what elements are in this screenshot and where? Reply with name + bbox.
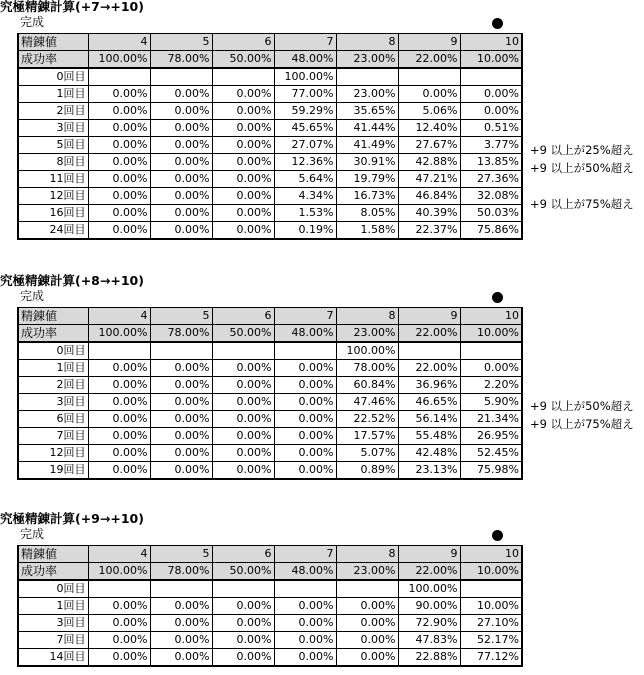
- success-rate-cell: 23.00%: [336, 563, 398, 581]
- probability-cell: 32.08%: [460, 188, 522, 205]
- probability-cell: 0.00%: [274, 462, 336, 480]
- probability-cell: 55.48%: [398, 428, 460, 445]
- probability-cell: [88, 580, 150, 598]
- probability-cell: 21.34%: [460, 411, 522, 428]
- probability-cell: 19.79%: [336, 171, 398, 188]
- probability-cell: 0.19%: [274, 222, 336, 240]
- success-rate-row: [18, 51, 522, 69]
- probability-cell: 27.36%: [460, 171, 522, 188]
- attempt-label: 11回目: [18, 171, 88, 188]
- probability-cell: 0.00%: [212, 171, 274, 188]
- probability-cell: 0.00%: [212, 360, 274, 377]
- attempt-label: 3回目: [18, 394, 88, 411]
- probability-cell: 0.00%: [88, 445, 150, 462]
- attempt-label: 1回目: [18, 598, 88, 615]
- refine-level-cell: 6: [212, 546, 274, 563]
- probability-cell: 0.00%: [150, 205, 212, 222]
- probability-cell: 22.00%: [398, 360, 460, 377]
- probability-cell: 0.00%: [88, 137, 150, 154]
- probability-cell: 0.00%: [88, 205, 150, 222]
- probability-cell: 0.00%: [336, 615, 398, 632]
- success-rate-cell: 78.00%: [150, 51, 212, 69]
- probability-cell: 0.00%: [460, 360, 522, 377]
- probability-cell: 47.46%: [336, 394, 398, 411]
- complete-marker-dot-icon: [492, 292, 503, 303]
- probability-cell: 0.00%: [460, 103, 522, 120]
- table-row: [18, 120, 522, 137]
- success-rate-cell: 50.00%: [212, 563, 274, 581]
- refine-level-row: [18, 546, 522, 563]
- probability-cell: 0.00%: [212, 615, 274, 632]
- probability-cell: 27.10%: [460, 615, 522, 632]
- probability-cell: 0.00%: [88, 171, 150, 188]
- probability-cell: 0.00%: [150, 222, 212, 240]
- probability-cell: 0.00%: [150, 394, 212, 411]
- probability-cell: [460, 342, 522, 360]
- attempt-label: 2回目: [18, 377, 88, 394]
- probability-cell: 0.00%: [212, 103, 274, 120]
- probability-cell: [212, 68, 274, 86]
- success-rate-cell: 100.00%: [88, 563, 150, 581]
- probability-cell: 78.00%: [336, 360, 398, 377]
- probability-cell: 5.07%: [336, 445, 398, 462]
- complete-marker-dot-icon: [492, 530, 503, 541]
- probability-cell: 0.00%: [150, 188, 212, 205]
- attempt-label: 7回目: [18, 632, 88, 649]
- probability-cell: 0.00%: [398, 86, 460, 103]
- refine-level-cell: 9: [398, 546, 460, 563]
- refine-level-cell: 10: [460, 546, 522, 563]
- probability-cell: [88, 68, 150, 86]
- table-row: [18, 342, 522, 360]
- table-row: [18, 411, 522, 428]
- probability-cell: 42.88%: [398, 154, 460, 171]
- probability-cell: 0.00%: [212, 205, 274, 222]
- probability-cell: 100.00%: [398, 580, 460, 598]
- table-row: [18, 598, 522, 615]
- probability-cell: 0.00%: [150, 360, 212, 377]
- probability-cell: 2.20%: [460, 377, 522, 394]
- probability-cell: 0.00%: [88, 377, 150, 394]
- probability-cell: 45.65%: [274, 120, 336, 137]
- success-rate-cell: 78.00%: [150, 325, 212, 343]
- probability-cell: 0.00%: [88, 154, 150, 171]
- attempt-label: 0回目: [18, 342, 88, 360]
- refine-level-label: 精錬値: [18, 546, 88, 563]
- success-rate-label: 成功率: [18, 563, 88, 581]
- probability-cell: 0.00%: [150, 649, 212, 667]
- refine-level-cell: 8: [336, 34, 398, 51]
- probability-cell: 50.03%: [460, 205, 522, 222]
- probability-cell: 0.00%: [212, 462, 274, 480]
- probability-cell: 36.96%: [398, 377, 460, 394]
- threshold-note: +9 以上が50%超え: [530, 399, 634, 413]
- probability-cell: 5.64%: [274, 171, 336, 188]
- probability-cell: 0.00%: [274, 445, 336, 462]
- probability-cell: 22.88%: [398, 649, 460, 667]
- success-rate-label: 成功率: [18, 325, 88, 343]
- refine-level-cell: 6: [212, 34, 274, 51]
- success-rate-cell: 23.00%: [336, 325, 398, 343]
- probability-cell: 10.00%: [460, 598, 522, 615]
- success-rate-cell: 100.00%: [88, 325, 150, 343]
- probability-cell: 77.00%: [274, 86, 336, 103]
- refine-level-cell: 9: [398, 34, 460, 51]
- attempt-label: 5回目: [18, 137, 88, 154]
- table-row: [18, 580, 522, 598]
- probability-cell: 47.21%: [398, 171, 460, 188]
- attempt-label: 16回目: [18, 205, 88, 222]
- probability-cell: 23.13%: [398, 462, 460, 480]
- probability-cell: 0.00%: [212, 120, 274, 137]
- refine-level-cell: 5: [150, 308, 212, 325]
- success-rate-row: [18, 563, 522, 581]
- success-rate-row: [18, 325, 522, 343]
- probability-cell: 47.83%: [398, 632, 460, 649]
- success-rate-cell: 48.00%: [274, 563, 336, 581]
- threshold-note: +9 以上が75%超え: [530, 417, 634, 431]
- probability-cell: 75.86%: [460, 222, 522, 240]
- probability-cell: 0.00%: [212, 649, 274, 667]
- success-rate-cell: 50.00%: [212, 325, 274, 343]
- probability-cell: 0.00%: [150, 598, 212, 615]
- probability-cell: 27.67%: [398, 137, 460, 154]
- success-rate-cell: 10.00%: [460, 563, 522, 581]
- probability-cell: [460, 68, 522, 86]
- probability-cell: 0.00%: [150, 171, 212, 188]
- complete-marker-dot-icon: [492, 18, 503, 29]
- refine-level-cell: 7: [274, 34, 336, 51]
- refine-level-row: [18, 34, 522, 51]
- probability-cell: 40.39%: [398, 205, 460, 222]
- probability-cell: 77.12%: [460, 649, 522, 667]
- probability-cell: 0.00%: [150, 428, 212, 445]
- probability-cell: 5.90%: [460, 394, 522, 411]
- probability-cell: 59.29%: [274, 103, 336, 120]
- probability-cell: 56.14%: [398, 411, 460, 428]
- success-rate-cell: 48.00%: [274, 51, 336, 69]
- probability-cell: 0.00%: [150, 137, 212, 154]
- probability-cell: 0.00%: [88, 222, 150, 240]
- probability-cell: 100.00%: [336, 342, 398, 360]
- section-title: 究極精錬計算(+9→+10): [0, 511, 144, 526]
- success-rate-cell: 100.00%: [88, 51, 150, 69]
- probability-cell: [150, 580, 212, 598]
- refine-level-cell: 8: [336, 308, 398, 325]
- table-row: [18, 462, 522, 480]
- refine-level-cell: 4: [88, 34, 150, 51]
- refine-level-cell: 9: [398, 308, 460, 325]
- probability-cell: [336, 580, 398, 598]
- probability-cell: 0.00%: [88, 103, 150, 120]
- probability-cell: 0.00%: [212, 411, 274, 428]
- probability-cell: 1.53%: [274, 205, 336, 222]
- table-row: [18, 632, 522, 649]
- probability-cell: 42.48%: [398, 445, 460, 462]
- probability-cell: [212, 342, 274, 360]
- refine-table: [17, 307, 523, 480]
- success-rate-cell: 10.00%: [460, 51, 522, 69]
- probability-cell: [88, 342, 150, 360]
- probability-cell: [274, 342, 336, 360]
- probability-cell: 13.85%: [460, 154, 522, 171]
- probability-cell: [398, 342, 460, 360]
- probability-cell: 17.57%: [336, 428, 398, 445]
- probability-cell: 0.00%: [336, 632, 398, 649]
- refine-level-cell: 10: [460, 308, 522, 325]
- probability-cell: 41.49%: [336, 137, 398, 154]
- success-rate-cell: 50.00%: [212, 51, 274, 69]
- probability-cell: 0.00%: [150, 632, 212, 649]
- probability-cell: 0.00%: [88, 120, 150, 137]
- probability-cell: 0.00%: [212, 188, 274, 205]
- table-row: [18, 171, 522, 188]
- attempt-label: 14回目: [18, 649, 88, 667]
- probability-cell: 0.00%: [88, 428, 150, 445]
- probability-cell: 46.84%: [398, 188, 460, 205]
- probability-cell: 0.00%: [212, 377, 274, 394]
- attempt-label: 7回目: [18, 428, 88, 445]
- probability-cell: 0.00%: [212, 445, 274, 462]
- success-rate-cell: 22.00%: [398, 51, 460, 69]
- probability-cell: [336, 68, 398, 86]
- probability-cell: 23.00%: [336, 86, 398, 103]
- complete-label: 完成: [20, 527, 45, 541]
- refine-level-cell: 5: [150, 546, 212, 563]
- probability-cell: 0.00%: [150, 462, 212, 480]
- probability-cell: 60.84%: [336, 377, 398, 394]
- table-row: [18, 137, 522, 154]
- probability-cell: 0.00%: [274, 649, 336, 667]
- refine-table: [17, 545, 523, 667]
- probability-cell: 30.91%: [336, 154, 398, 171]
- refine-level-cell: 5: [150, 34, 212, 51]
- probability-cell: 0.00%: [212, 428, 274, 445]
- attempt-label: 3回目: [18, 120, 88, 137]
- probability-cell: 22.52%: [336, 411, 398, 428]
- refine-level-label: 精錬値: [18, 34, 88, 51]
- table-row: [18, 445, 522, 462]
- probability-cell: 0.89%: [336, 462, 398, 480]
- probability-cell: 0.00%: [150, 120, 212, 137]
- probability-cell: 90.00%: [398, 598, 460, 615]
- refine-level-cell: 4: [88, 546, 150, 563]
- probability-cell: 0.00%: [150, 154, 212, 171]
- probability-cell: 5.06%: [398, 103, 460, 120]
- refine-level-cell: 4: [88, 308, 150, 325]
- table-row: [18, 222, 522, 240]
- threshold-note: +9 以上が75%超え: [530, 197, 634, 211]
- attempt-label: 0回目: [18, 68, 88, 86]
- section-title: 究極精錬計算(+8→+10): [0, 273, 144, 288]
- attempt-label: 1回目: [18, 86, 88, 103]
- attempt-label: 2回目: [18, 103, 88, 120]
- probability-cell: 0.00%: [150, 445, 212, 462]
- attempt-label: 8回目: [18, 154, 88, 171]
- success-rate-cell: 10.00%: [460, 325, 522, 343]
- table-row: [18, 205, 522, 222]
- refine-level-cell: 6: [212, 308, 274, 325]
- table-row: [18, 68, 522, 86]
- probability-cell: 0.00%: [274, 377, 336, 394]
- probability-cell: 0.00%: [88, 394, 150, 411]
- probability-cell: 0.00%: [212, 222, 274, 240]
- probability-cell: [212, 580, 274, 598]
- table-row: [18, 154, 522, 171]
- attempt-label: 6回目: [18, 411, 88, 428]
- table-row: [18, 615, 522, 632]
- probability-cell: 46.65%: [398, 394, 460, 411]
- table-row: [18, 188, 522, 205]
- probability-cell: 0.00%: [212, 632, 274, 649]
- probability-cell: 0.00%: [88, 462, 150, 480]
- probability-cell: 0.00%: [274, 632, 336, 649]
- success-rate-cell: 23.00%: [336, 51, 398, 69]
- probability-cell: 0.00%: [88, 649, 150, 667]
- probability-cell: 0.00%: [150, 411, 212, 428]
- probability-cell: 41.44%: [336, 120, 398, 137]
- complete-label: 完成: [20, 289, 45, 303]
- probability-cell: 0.00%: [274, 411, 336, 428]
- refine-level-cell: 7: [274, 546, 336, 563]
- attempt-label: 24回目: [18, 222, 88, 240]
- table-row: [18, 394, 522, 411]
- probability-cell: 0.00%: [88, 188, 150, 205]
- threshold-note: +9 以上が50%超え: [530, 161, 634, 175]
- table-row: [18, 649, 522, 667]
- success-rate-cell: 78.00%: [150, 563, 212, 581]
- probability-cell: 0.00%: [88, 86, 150, 103]
- probability-cell: 12.36%: [274, 154, 336, 171]
- attempt-label: 3回目: [18, 615, 88, 632]
- probability-cell: [398, 68, 460, 86]
- probability-cell: 0.00%: [88, 632, 150, 649]
- probability-cell: 0.00%: [212, 394, 274, 411]
- success-rate-cell: 48.00%: [274, 325, 336, 343]
- probability-cell: 26.95%: [460, 428, 522, 445]
- probability-cell: 0.00%: [274, 394, 336, 411]
- attempt-label: 19回目: [18, 462, 88, 480]
- probability-cell: 4.34%: [274, 188, 336, 205]
- complete-label: 完成: [20, 15, 45, 29]
- threshold-note: +9 以上が25%超え: [530, 143, 634, 157]
- probability-cell: 0.00%: [336, 649, 398, 667]
- probability-cell: 0.00%: [150, 615, 212, 632]
- attempt-label: 0回目: [18, 580, 88, 598]
- probability-cell: 100.00%: [274, 68, 336, 86]
- probability-cell: 3.77%: [460, 137, 522, 154]
- probability-cell: 22.37%: [398, 222, 460, 240]
- success-rate-cell: 22.00%: [398, 325, 460, 343]
- table-row: [18, 86, 522, 103]
- refine-level-cell: 8: [336, 546, 398, 563]
- probability-cell: 0.00%: [88, 360, 150, 377]
- probability-cell: 0.00%: [150, 86, 212, 103]
- probability-cell: 0.00%: [150, 377, 212, 394]
- probability-cell: 0.00%: [274, 615, 336, 632]
- probability-cell: 0.00%: [212, 154, 274, 171]
- probability-cell: 0.00%: [274, 360, 336, 377]
- section-title: 究極精錬計算(+7→+10): [0, 0, 144, 14]
- probability-cell: 12.40%: [398, 120, 460, 137]
- refine-level-row: [18, 308, 522, 325]
- table-row: [18, 428, 522, 445]
- probability-cell: 0.00%: [274, 428, 336, 445]
- probability-cell: 75.98%: [460, 462, 522, 480]
- refine-level-label: 精錬値: [18, 308, 88, 325]
- probability-cell: 0.00%: [460, 86, 522, 103]
- probability-cell: [460, 580, 522, 598]
- probability-cell: 52.17%: [460, 632, 522, 649]
- probability-cell: 0.00%: [212, 137, 274, 154]
- probability-cell: 52.45%: [460, 445, 522, 462]
- attempt-label: 12回目: [18, 188, 88, 205]
- probability-cell: 27.07%: [274, 137, 336, 154]
- attempt-label: 1回目: [18, 360, 88, 377]
- probability-cell: 0.00%: [88, 598, 150, 615]
- probability-cell: 8.05%: [336, 205, 398, 222]
- attempt-label: 12回目: [18, 445, 88, 462]
- probability-cell: 0.00%: [212, 86, 274, 103]
- probability-cell: 35.65%: [336, 103, 398, 120]
- success-rate-cell: 22.00%: [398, 563, 460, 581]
- refine-table: [17, 33, 523, 240]
- probability-cell: 0.00%: [336, 598, 398, 615]
- probability-cell: 1.58%: [336, 222, 398, 240]
- probability-cell: 0.00%: [274, 598, 336, 615]
- probability-cell: [150, 68, 212, 86]
- probability-cell: 0.00%: [88, 411, 150, 428]
- probability-cell: [274, 580, 336, 598]
- probability-cell: 0.00%: [88, 615, 150, 632]
- refine-level-cell: 10: [460, 34, 522, 51]
- probability-cell: 0.00%: [150, 103, 212, 120]
- table-row: [18, 360, 522, 377]
- probability-cell: [150, 342, 212, 360]
- probability-cell: 16.73%: [336, 188, 398, 205]
- table-row: [18, 103, 522, 120]
- refine-level-cell: 7: [274, 308, 336, 325]
- probability-cell: 0.00%: [212, 598, 274, 615]
- probability-cell: 0.51%: [460, 120, 522, 137]
- success-rate-label: 成功率: [18, 51, 88, 69]
- probability-cell: 72.90%: [398, 615, 460, 632]
- table-row: [18, 377, 522, 394]
